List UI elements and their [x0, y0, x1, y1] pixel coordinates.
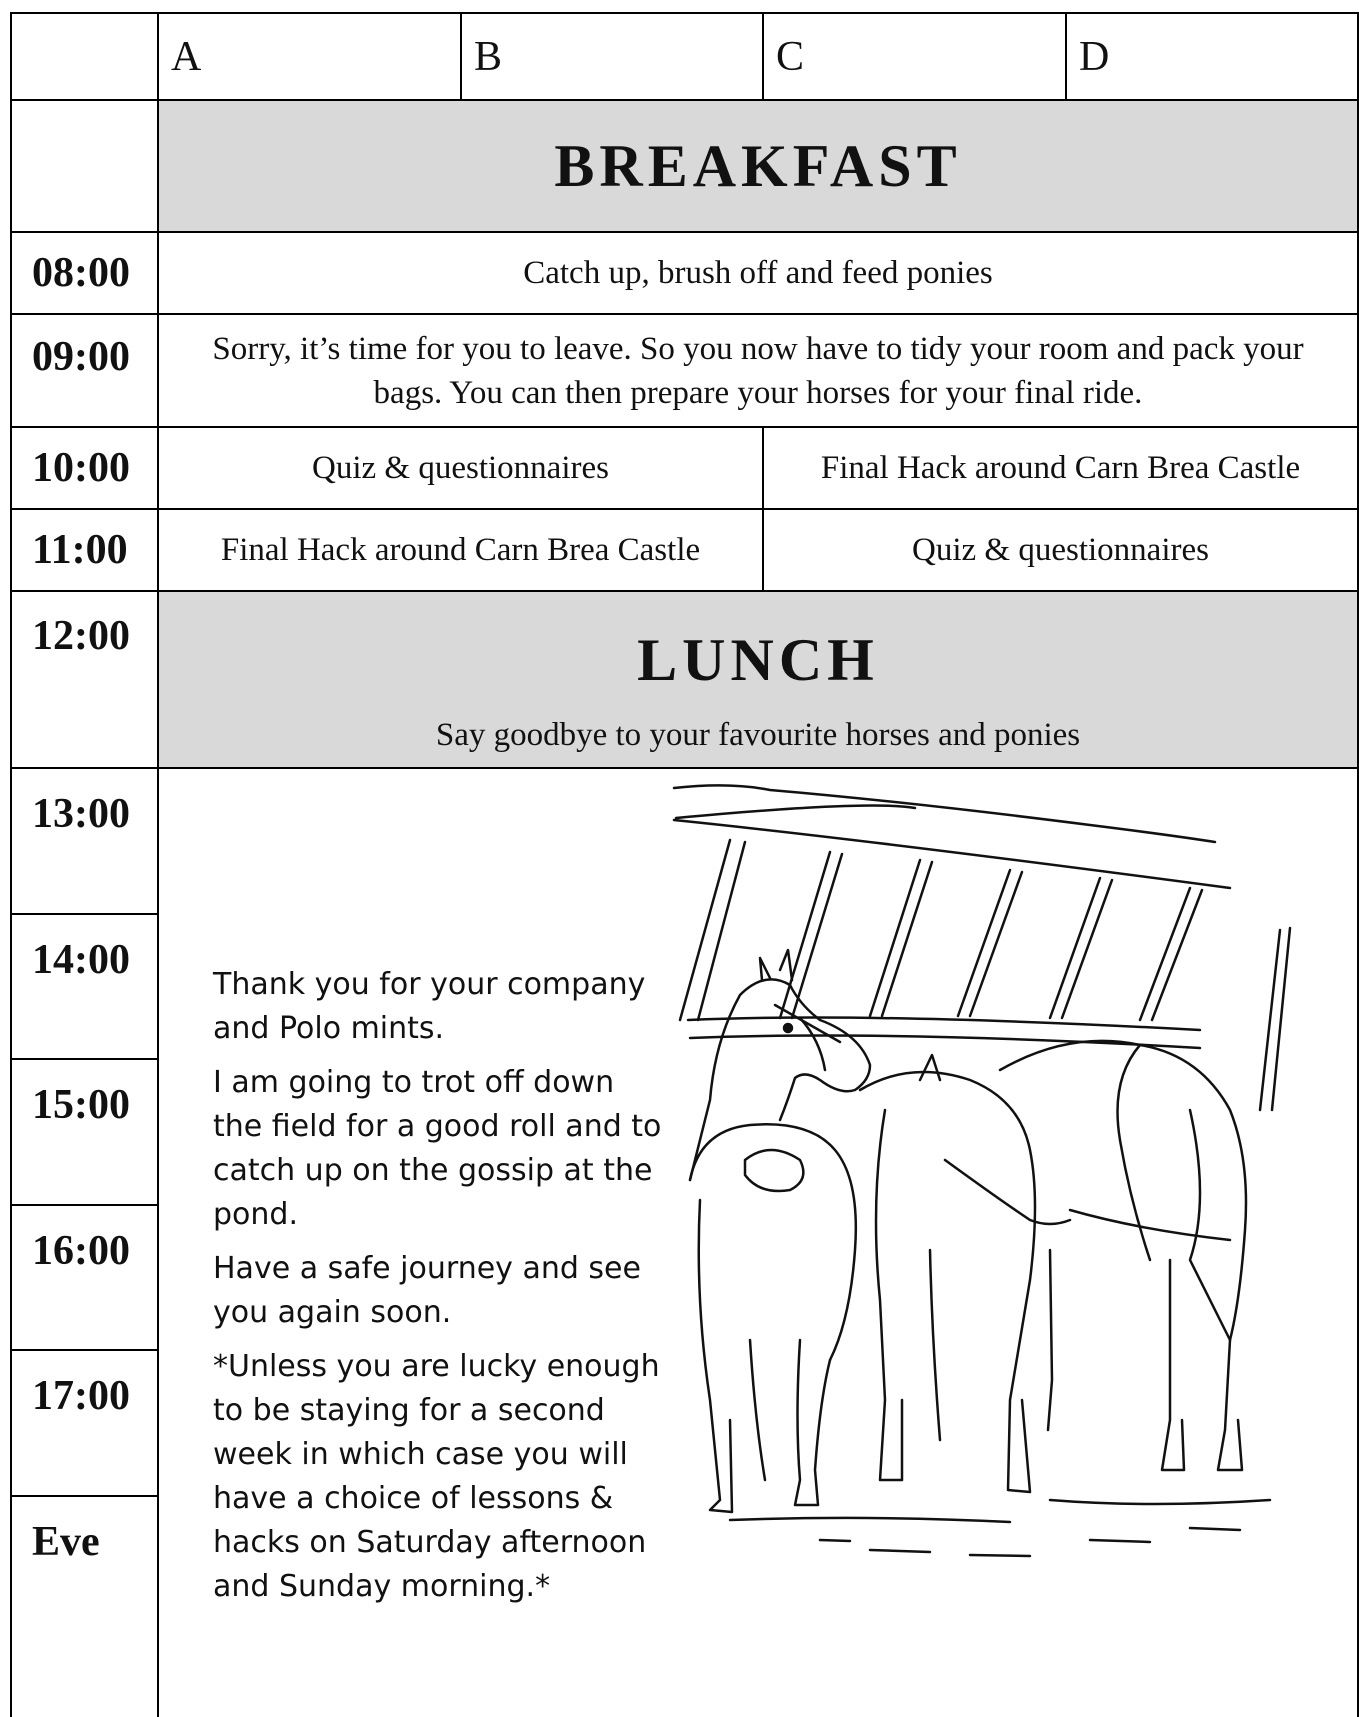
- time-label: 16:00: [32, 1228, 130, 1274]
- time-label: 12:00: [32, 613, 130, 659]
- activity-cell: Sorry, it’s time for you to leave. So you now have to tidy your room and pack your bags. You can then prepare your horses for your final ride.: [212, 330, 1304, 411]
- farewell-paragraph: Have a safe journey and see you again soon.: [213, 1251, 641, 1330]
- column-header-b: B: [474, 34, 503, 80]
- time-label: 15:00: [32, 1082, 130, 1128]
- lunch-heading: LUNCH: [637, 626, 879, 693]
- activity-cell: Final Hack around Carn Brea Castle: [820, 450, 1301, 486]
- time-label: 11:00: [32, 527, 128, 573]
- time-label: 09:00: [32, 334, 130, 380]
- farewell-paragraph: *Unless you are lucky enough to be staying for a second week in which case you will have a choice of lessons & hacks on Saturday afternoon and Sunday morning.*: [213, 1349, 660, 1604]
- lunch-subtitle: Say goodbye to your favourite horses and ponies: [435, 716, 1081, 753]
- farewell-note: [213, 963, 663, 1619]
- horses-in-stable-illustration: [670, 780, 1350, 1600]
- column-header-c: C: [776, 34, 805, 80]
- column-header-a: A: [171, 34, 202, 80]
- grid-line: [10, 767, 1359, 769]
- time-label: 10:00: [32, 445, 130, 491]
- activity-cell: Final Hack around Carn Brea Castle: [220, 532, 701, 568]
- activity-cell: Quiz & questionnaires: [312, 450, 609, 486]
- time-label: 17:00: [32, 1373, 130, 1419]
- breakfast-heading: BREAKFAST: [554, 132, 962, 199]
- grid-line: [10, 590, 1359, 592]
- farewell-paragraph: Thank you for your company and Polo mints.: [213, 967, 646, 1046]
- time-label: 08:00: [32, 250, 130, 296]
- activity-cell: Catch up, brush off and feed ponies: [523, 255, 993, 291]
- time-label: 14:00: [32, 937, 130, 983]
- activity-cell: Quiz & questionnaires: [912, 532, 1209, 568]
- time-label: 13:00: [32, 791, 130, 837]
- farewell-paragraph: I am going to trot off down the field for a good roll and to catch up on the gossip at the pond.: [213, 1065, 662, 1232]
- time-label: Eve: [32, 1519, 100, 1565]
- column-header-d: D: [1079, 34, 1110, 80]
